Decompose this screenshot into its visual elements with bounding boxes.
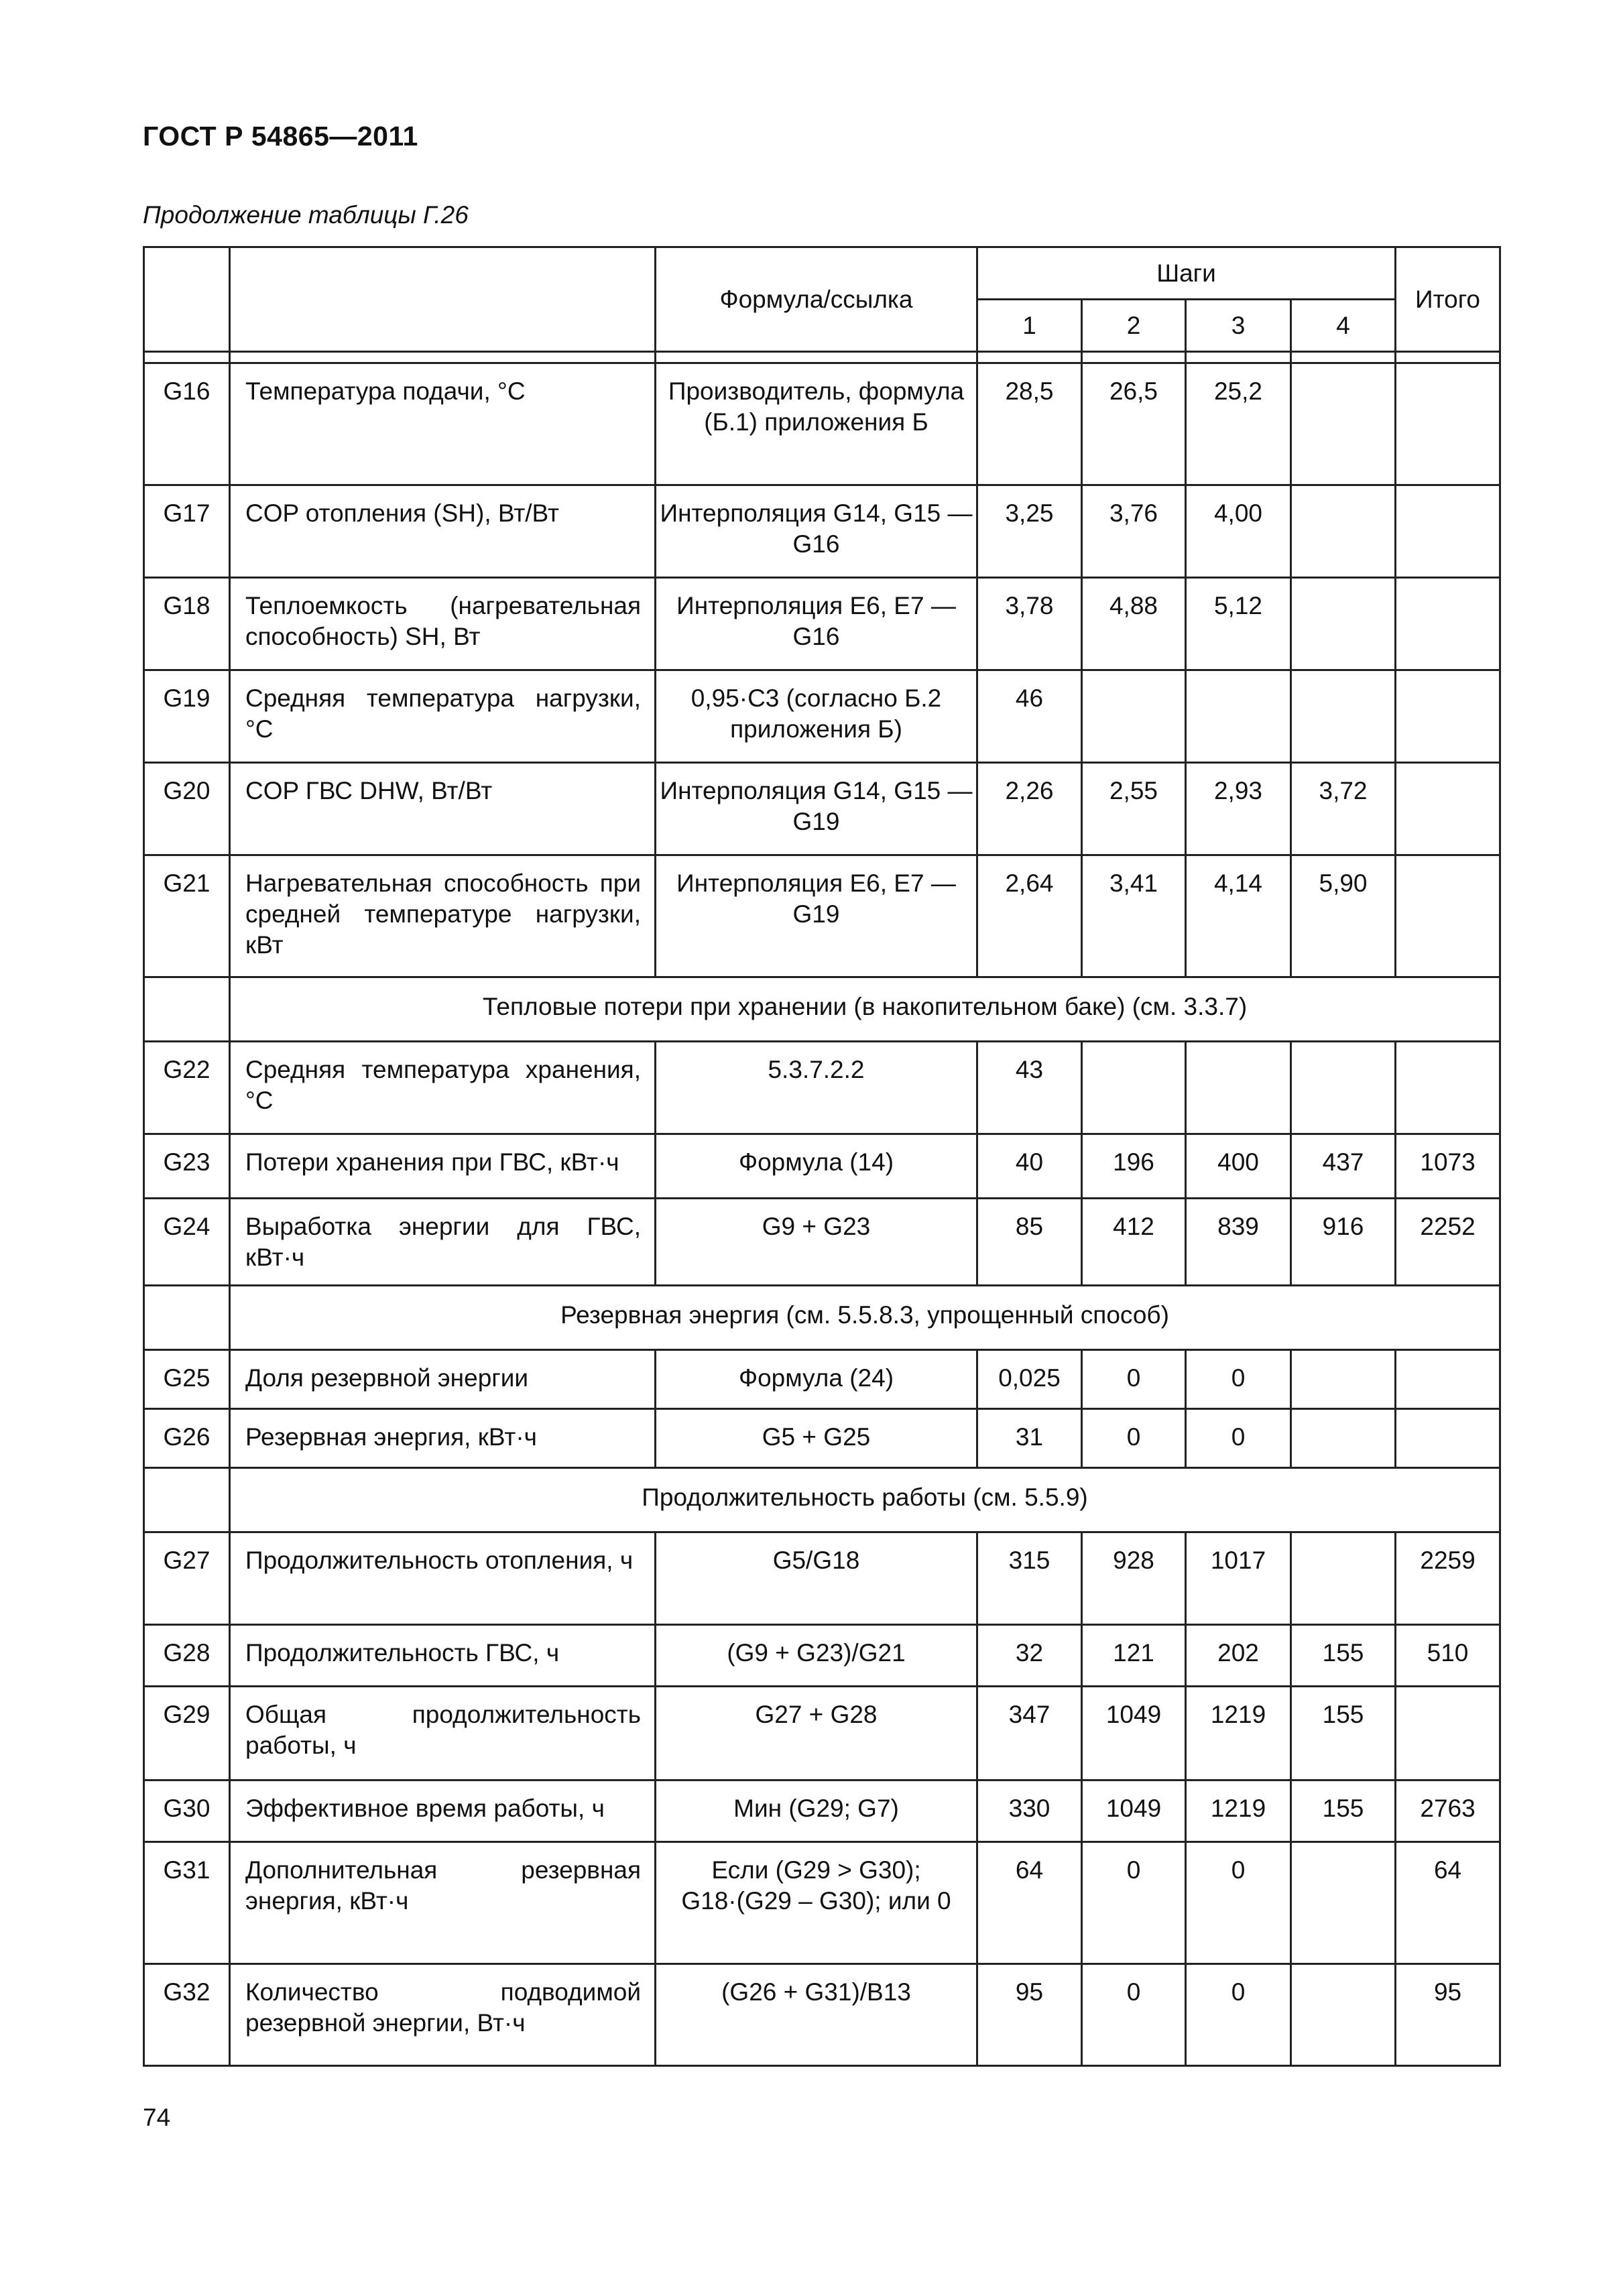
row-step-value: 2,55 (1082, 763, 1186, 855)
row-step-value (1291, 1409, 1396, 1468)
table-row (144, 670, 1500, 763)
row-step-value: 1049 (1082, 1780, 1186, 1842)
row-formula: (G26 + G31)/B13 (656, 1964, 977, 2066)
row-step-value: 5,12 (1186, 578, 1291, 670)
table-row (144, 1780, 1500, 1842)
row-total (1396, 855, 1500, 977)
row-total (1396, 1687, 1500, 1780)
row-name: Потери хранения при ГВС, кВт·ч (230, 1134, 656, 1199)
row-step-value: 40 (977, 1134, 1082, 1199)
row-step-value (1291, 1842, 1396, 1964)
head-formula: Формула/ссылка (656, 247, 977, 352)
row-total: 95 (1396, 1964, 1500, 2066)
row-step-value: 347 (977, 1687, 1082, 1780)
row-code: G28 (144, 1625, 230, 1687)
row-step-value: 28,5 (977, 363, 1082, 485)
row-step-value: 155 (1291, 1780, 1396, 1842)
row-code: G30 (144, 1780, 230, 1842)
row-step-value: 155 (1291, 1687, 1396, 1780)
table-row (144, 1042, 1500, 1134)
row-name: Дополнительная резервная энергия, кВт·ч (230, 1842, 656, 1964)
row-code: G32 (144, 1964, 230, 2066)
row-step-value: 412 (1082, 1199, 1186, 1286)
row-code: G20 (144, 763, 230, 855)
table-row (144, 1687, 1500, 1780)
row-total: 2259 (1396, 1532, 1500, 1625)
row-formula: Интерполяция G14, G15 — G16 (656, 485, 977, 578)
section-title: Резервная энергия (см. 5.5.8.3, упрощенный способ) (230, 1286, 1500, 1350)
row-step-value: 0 (1186, 1842, 1291, 1964)
row-total (1396, 1409, 1500, 1468)
row-total: 64 (1396, 1842, 1500, 1964)
row-code: G21 (144, 855, 230, 977)
row-step-value: 0 (1186, 1964, 1291, 2066)
row-step-value: 0 (1082, 1350, 1186, 1409)
row-total (1396, 763, 1500, 855)
head-code-cell (144, 247, 230, 352)
row-total (1396, 485, 1500, 578)
row-name: COP ГВС DHW, Вт/Вт (230, 763, 656, 855)
row-name: Продолжительность отопления, ч (230, 1532, 656, 1625)
table-row (144, 1134, 1500, 1199)
row-step-value: 3,25 (977, 485, 1082, 578)
row-step-value: 0 (1186, 1350, 1291, 1409)
row-step-value: 196 (1082, 1134, 1186, 1199)
section-code-cell (144, 977, 230, 1042)
table-row (144, 1199, 1500, 1286)
row-step-value: 1017 (1186, 1532, 1291, 1625)
head-step-number: 3 (1186, 300, 1291, 352)
table-row (144, 1350, 1500, 1409)
row-name: Выработка энергии для ГВС, кВт·ч (230, 1199, 656, 1286)
table-row (144, 485, 1500, 578)
row-name: Количество подводимой резервной энергии, Вт·ч (230, 1964, 656, 2066)
row-code: G17 (144, 485, 230, 578)
section-title: Продолжительность работы (см. 5.5.9) (230, 1468, 1500, 1532)
row-formula: G5/G18 (656, 1532, 977, 1625)
section-row (144, 977, 1500, 1042)
table-row (144, 363, 1500, 485)
row-step-value: 4,14 (1186, 855, 1291, 977)
table-row (144, 1964, 1500, 2066)
row-name: Температура подачи, °C (230, 363, 656, 485)
row-name: Средняя температура нагрузки, °C (230, 670, 656, 763)
row-step-value (1186, 1042, 1291, 1134)
row-step-value: 839 (1186, 1199, 1291, 1286)
table-caption: Продолжение таблицы Г.26 (143, 201, 469, 229)
table-row (144, 1842, 1500, 1964)
row-step-value: 5,90 (1291, 855, 1396, 977)
row-step-value: 2,26 (977, 763, 1082, 855)
row-name: Нагревательная способность при средней температуре нагрузки, кВт (230, 855, 656, 977)
row-step-value: 3,72 (1291, 763, 1396, 855)
row-formula: Мин (G29; G7) (656, 1780, 977, 1842)
row-name: Продолжительность ГВС, ч (230, 1625, 656, 1687)
section-code-cell (144, 1468, 230, 1532)
row-formula: Если (G29 > G30); G18·(G29 – G30); или 0 (656, 1842, 977, 1964)
head-step-number: 1 (977, 300, 1082, 352)
row-formula: G9 + G23 (656, 1199, 977, 1286)
row-step-value: 3,41 (1082, 855, 1186, 977)
row-step-value: 0 (1082, 1409, 1186, 1468)
row-step-value: 315 (977, 1532, 1082, 1625)
row-step-value: 202 (1186, 1625, 1291, 1687)
row-step-value: 85 (977, 1199, 1082, 1286)
row-code: G18 (144, 578, 230, 670)
row-code: G29 (144, 1687, 230, 1780)
row-step-value: 400 (1186, 1134, 1291, 1199)
row-formula: Интерполяция E6, E7 — G16 (656, 578, 977, 670)
row-formula: Интерполяция E6, E7 — G19 (656, 855, 977, 977)
row-name: Доля резервной энергии (230, 1350, 656, 1409)
row-formula: G5 + G25 (656, 1409, 977, 1468)
row-total (1396, 670, 1500, 763)
row-formula: 5.3.7.2.2 (656, 1042, 977, 1134)
row-step-value: 0 (1186, 1409, 1291, 1468)
row-step-value: 1219 (1186, 1687, 1291, 1780)
row-step-value: 0,025 (977, 1350, 1082, 1409)
row-name: Средняя температура хранения, °C (230, 1042, 656, 1134)
row-step-value (1291, 578, 1396, 670)
row-code: G24 (144, 1199, 230, 1286)
row-step-value: 3,78 (977, 578, 1082, 670)
row-step-value: 25,2 (1186, 363, 1291, 485)
row-step-value: 2,93 (1186, 763, 1291, 855)
row-code: G27 (144, 1532, 230, 1625)
data-table (143, 246, 1501, 2067)
row-formula: G27 + G28 (656, 1687, 977, 1780)
row-step-value: 437 (1291, 1134, 1396, 1199)
row-step-value (1291, 1964, 1396, 2066)
table-row (144, 1409, 1500, 1468)
section-row (144, 1468, 1500, 1532)
row-step-value: 2,64 (977, 855, 1082, 977)
head-step-number: 4 (1291, 300, 1396, 352)
table-body (144, 363, 1500, 2066)
row-step-value (1186, 670, 1291, 763)
row-step-value: 0 (1082, 1842, 1186, 1964)
row-code: G19 (144, 670, 230, 763)
table-row (144, 1625, 1500, 1687)
row-step-value: 928 (1082, 1532, 1186, 1625)
page-number: 74 (143, 2104, 171, 2131)
row-step-value (1291, 363, 1396, 485)
row-name: COP отопления (SH), Вт/Вт (230, 485, 656, 578)
table-row (144, 763, 1500, 855)
row-name: Общая продолжительность работы, ч (230, 1687, 656, 1780)
row-step-value: 4,88 (1082, 578, 1186, 670)
row-step-value (1291, 1350, 1396, 1409)
table-row (144, 578, 1500, 670)
row-total (1396, 1350, 1500, 1409)
row-total (1396, 363, 1500, 485)
row-step-value: 31 (977, 1409, 1082, 1468)
row-formula: 0,95·C3 (согласно Б.2 приложения Б) (656, 670, 977, 763)
row-step-value: 1049 (1082, 1687, 1186, 1780)
row-step-value: 121 (1082, 1625, 1186, 1687)
row-total: 1073 (1396, 1134, 1500, 1199)
table-row (144, 1532, 1500, 1625)
row-step-value: 916 (1291, 1199, 1396, 1286)
head-steps: Шаги (977, 247, 1396, 300)
section-code-cell (144, 1286, 230, 1350)
row-step-value (1291, 1532, 1396, 1625)
row-step-value (1082, 1042, 1186, 1134)
row-step-value: 95 (977, 1964, 1082, 2066)
table-row (144, 855, 1500, 977)
head-name-cell (230, 247, 656, 352)
section-row (144, 1286, 1500, 1350)
row-step-value: 330 (977, 1780, 1082, 1842)
row-name: Резервная энергия, кВт·ч (230, 1409, 656, 1468)
row-total: 2763 (1396, 1780, 1500, 1842)
row-formula: Формула (24) (656, 1350, 977, 1409)
row-code: G31 (144, 1842, 230, 1964)
row-step-value: 32 (977, 1625, 1082, 1687)
row-step-value: 3,76 (1082, 485, 1186, 578)
row-step-value: 64 (977, 1842, 1082, 1964)
document-header: ГОСТ Р 54865—2011 (143, 121, 418, 152)
head-step-number: 2 (1082, 300, 1186, 352)
row-step-value (1291, 670, 1396, 763)
row-step-value: 0 (1082, 1964, 1186, 2066)
row-step-value: 4,00 (1186, 485, 1291, 578)
row-code: G16 (144, 363, 230, 485)
section-title: Тепловые потери при хранении (в накопительном баке) (см. 3.3.7) (230, 977, 1500, 1042)
row-name: Теплоемкость (нагревательная способность) SH, Вт (230, 578, 656, 670)
row-total: 2252 (1396, 1199, 1500, 1286)
row-step-value (1082, 670, 1186, 763)
row-formula: Производитель, формула (Б.1) приложения Б (656, 363, 977, 485)
head-total: Итого (1396, 247, 1500, 352)
row-formula: Формула (14) (656, 1134, 977, 1199)
row-total: 510 (1396, 1625, 1500, 1687)
row-total (1396, 578, 1500, 670)
row-formula: (G9 + G23)/G21 (656, 1625, 977, 1687)
row-code: G25 (144, 1350, 230, 1409)
row-code: G26 (144, 1409, 230, 1468)
row-step-value: 46 (977, 670, 1082, 763)
row-step-value: 43 (977, 1042, 1082, 1134)
row-step-value: 26,5 (1082, 363, 1186, 485)
row-formula: Интерполяция G14, G15 — G19 (656, 763, 977, 855)
row-code: G23 (144, 1134, 230, 1199)
row-code: G22 (144, 1042, 230, 1134)
row-total (1396, 1042, 1500, 1134)
row-step-value (1291, 485, 1396, 578)
row-step-value: 1219 (1186, 1780, 1291, 1842)
row-step-value (1291, 1042, 1396, 1134)
row-step-value: 155 (1291, 1625, 1396, 1687)
row-name: Эффективное время работы, ч (230, 1780, 656, 1842)
